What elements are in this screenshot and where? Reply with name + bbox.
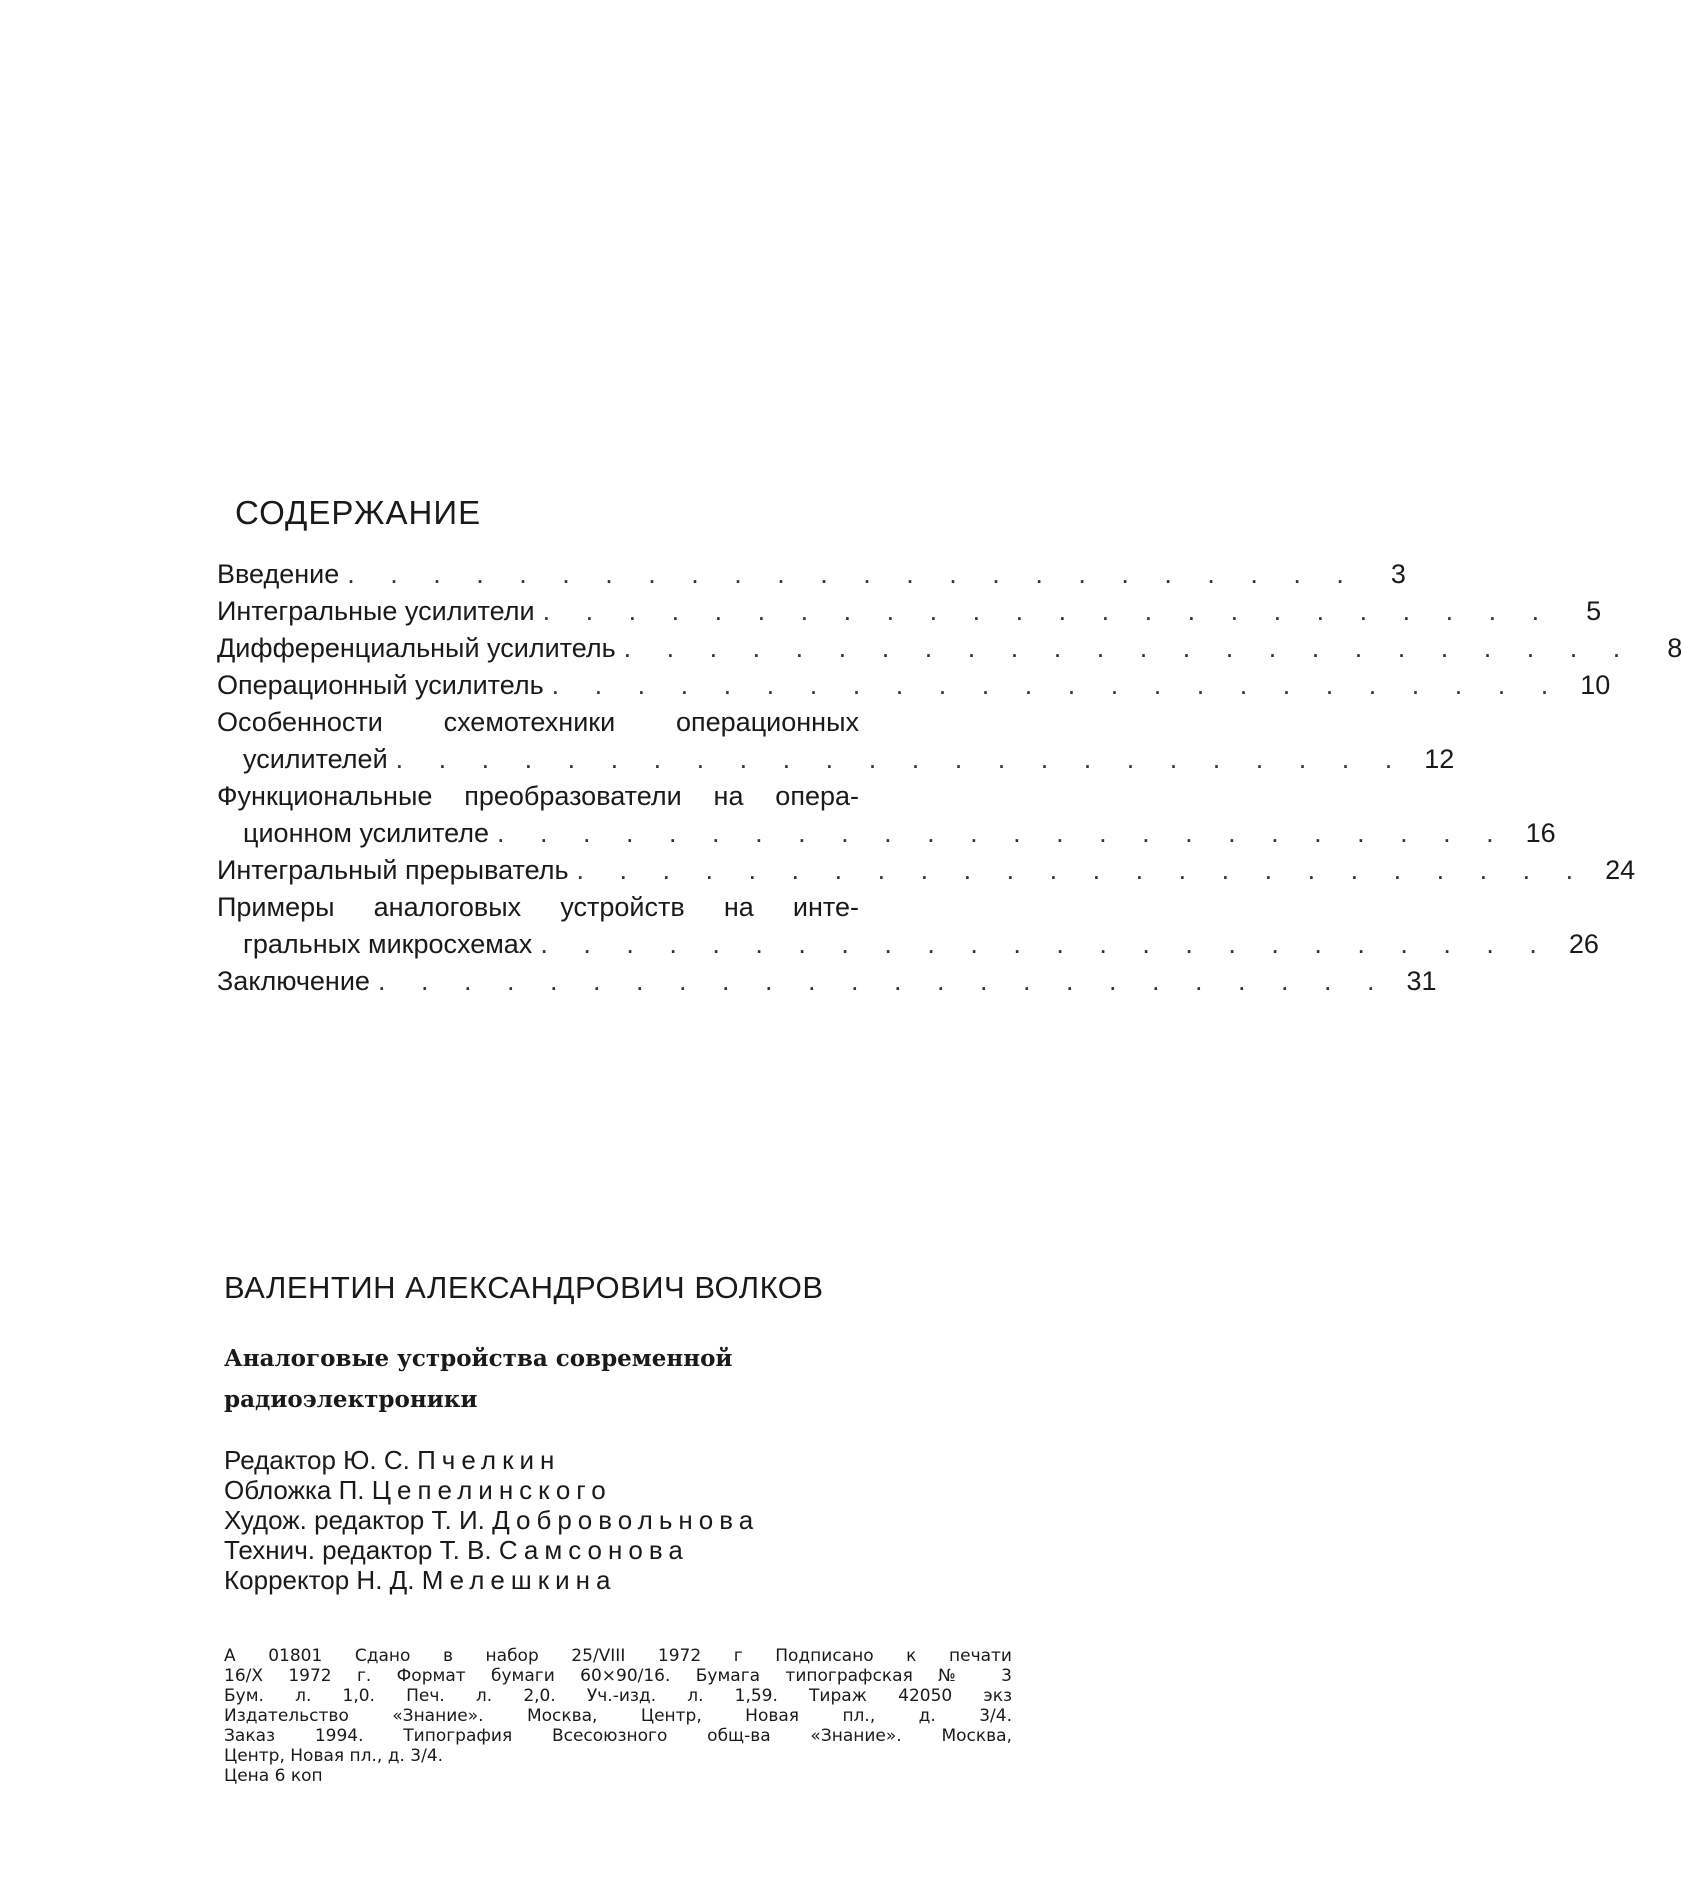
credit-role: Худож. редактор Т. И.: [224, 1505, 485, 1535]
toc-entry-title: Введение: [217, 559, 340, 589]
leader-dots: . . . . . . . . . . . . . . . . . . . . . . . .: [551, 670, 1563, 700]
imprint-line: Заказ 1994. Типография Всесоюзного общ-ва «Знание». Москва,: [224, 1726, 1012, 1746]
price-line: Цена 6 коп: [224, 1766, 323, 1786]
toc-page-number: 31: [1406, 966, 1437, 996]
toc-entry-title-continued: усилителей: [243, 744, 388, 774]
toc-page-number: 26: [1568, 929, 1599, 959]
credit-name: Цепелинского: [371, 1475, 612, 1505]
imprint-line: А 01801 Сдано в набор 25/VIII 1972 г Подписано к печати: [224, 1646, 1012, 1666]
toc-entry-title: Интегральные усилители: [217, 596, 535, 626]
toc-entry[interactable]: [217, 593, 1602, 630]
credit-line: [224, 1445, 759, 1475]
book-title-line: Аналоговые устройства современной: [224, 1345, 733, 1372]
toc-page-number: 3: [1390, 559, 1406, 589]
toc-page-number: 5: [1586, 596, 1602, 626]
leader-dots: . . . . . . . . . . . . . . . . . . . . . . . .: [623, 633, 1635, 663]
imprint-block: [224, 1646, 1012, 1786]
toc-entry-title-line: Функциональные преобразователи на опера-: [217, 781, 859, 811]
toc-entry[interactable]: [217, 630, 1682, 667]
toc-page-number: 8: [1667, 633, 1682, 663]
toc-entry[interactable]: [217, 852, 1636, 889]
leader-dots: . . . . . . . . . . . . . . . . . . . . . . . .: [377, 966, 1389, 996]
leader-dots: . . . . . . . . . . . . . . . . . . . . . . . .: [497, 818, 1508, 848]
toc-entry[interactable]: [217, 704, 1455, 778]
toc-entry-title: Заключение: [217, 966, 370, 996]
toc-entry-title-continued: ционном усилителе: [243, 818, 490, 848]
toc-page-number: 10: [1580, 670, 1611, 700]
credit-line: [224, 1475, 759, 1505]
table-of-contents: [217, 556, 1682, 1000]
credit-name: Самсонова: [498, 1535, 689, 1565]
author-name: ВАЛЕНТИН АЛЕКСАНДРОВИЧ ВОЛКОВ: [224, 1270, 824, 1305]
credit-name: Мелешкина: [421, 1565, 617, 1595]
toc-entry-title: Интегральный прерыватель: [217, 855, 569, 885]
credit-role: Технич. редактор Т. В.: [224, 1535, 492, 1565]
imprint-line: Центр, Новая пл., д. 3/4.: [224, 1746, 444, 1766]
toc-entry-title: Операционный усилитель: [217, 670, 544, 700]
credit-role: Обложка П.: [224, 1475, 365, 1505]
credit-role: Редактор Ю. С.: [224, 1445, 410, 1475]
book-title: [224, 1338, 732, 1420]
leader-dots: . . . . . . . . . . . . . . . . . . . . . . . .: [542, 596, 1554, 626]
book-title-line: радиоэлектроники: [224, 1386, 478, 1413]
toc-entry-title-continued: гральных микросхемах: [243, 929, 533, 959]
toc-entry[interactable]: [217, 963, 1437, 1000]
imprint-line: Издательство «Знание». Москва, Центр, Новая пл., д. 3/4.: [224, 1706, 1012, 1726]
credits-list: [224, 1445, 759, 1595]
toc-entry-title: Дифференциальный усилитель: [217, 633, 616, 663]
leader-dots: . . . . . . . . . . . . . . . . . . . . . . . .: [347, 559, 1358, 589]
leader-dots: . . . . . . . . . . . . . . . . . . . . . . . .: [540, 929, 1551, 959]
credit-name: Пчелкин: [417, 1445, 561, 1475]
credit-line: [224, 1535, 759, 1565]
credit-line: [224, 1505, 759, 1535]
imprint-line: 16/Х 1972 г. Формат бумаги 60×90/16. Бумага типографская № 3: [224, 1666, 1012, 1686]
toc-entry-title-line: Особенности схемотехники операционных: [217, 707, 859, 737]
toc-entry[interactable]: [217, 667, 1611, 704]
leader-dots: . . . . . . . . . . . . . . . . . . . . . . . .: [576, 855, 1588, 885]
toc-page-number: 24: [1605, 855, 1636, 885]
toc-page-number: 12: [1424, 744, 1455, 774]
toc-entry[interactable]: [217, 778, 1556, 852]
credit-line: [224, 1565, 759, 1595]
leader-dots: . . . . . . . . . . . . . . . . . . . . . . . .: [395, 744, 1407, 774]
credit-role: Корректор Н. Д.: [224, 1565, 415, 1595]
toc-heading: СОДЕРЖАНИЕ: [235, 494, 482, 531]
toc-entry[interactable]: [217, 889, 1599, 963]
credit-name: Добровольнова: [492, 1505, 760, 1535]
toc-page-number: 16: [1525, 818, 1556, 848]
toc-entry[interactable]: [217, 556, 1406, 593]
toc-entry-title-line: Примеры аналоговых устройств на инте-: [217, 892, 859, 922]
imprint-line: Бум. л. 1,0. Печ. л. 2,0. Уч.-изд. л. 1,59. Тираж 42050 экз: [224, 1686, 1012, 1706]
